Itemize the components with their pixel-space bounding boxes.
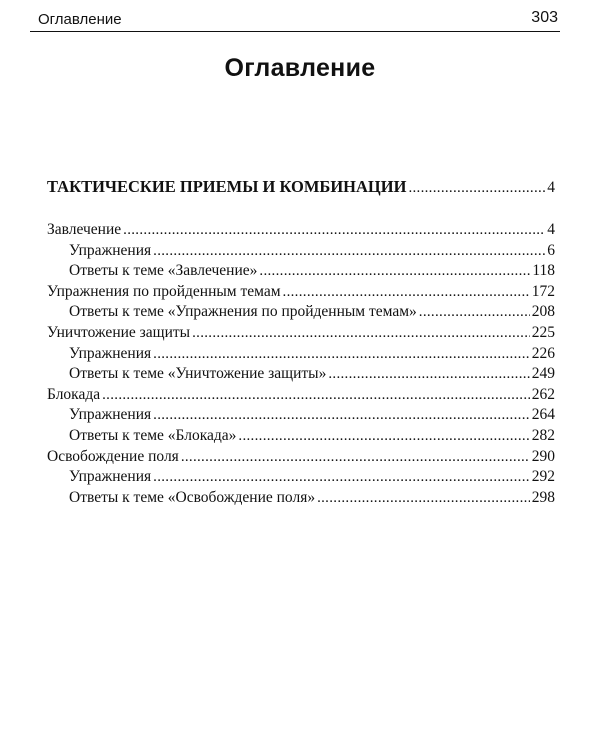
dot-leader (153, 241, 545, 262)
toc-entry-page: 4 (547, 221, 555, 238)
dot-leader (317, 488, 530, 509)
toc-subentry (47, 261, 555, 282)
toc-entry-page: 249 (531, 365, 555, 383)
toc-chapter (47, 323, 555, 344)
dot-leader (123, 220, 545, 241)
toc-subentry (47, 302, 555, 323)
dot-leader (238, 426, 529, 447)
dot-leader (283, 282, 530, 303)
toc-chapter (47, 282, 555, 303)
toc-chapter (47, 220, 555, 241)
dot-leader (153, 405, 530, 426)
toc-entry-label: Ответы к теме «Уничтожение защиты» (69, 365, 327, 383)
toc-entry-label: Освобождение поля (47, 447, 179, 465)
toc-entry-page: 118 (532, 262, 555, 280)
toc-entry-label: Ответы к теме «Упражнения по пройденным темам» (69, 303, 417, 321)
dot-leader (328, 364, 529, 385)
toc-subentry (47, 364, 555, 385)
toc-entry-page: 225 (531, 323, 555, 341)
toc-subentry (47, 488, 555, 509)
dot-leader (408, 176, 545, 200)
toc-subentry (47, 344, 555, 365)
toc-subentry (47, 426, 555, 447)
page-number: 303 (531, 9, 558, 26)
toc-entry-label: Ответы к теме «Освобождение поля» (69, 488, 316, 506)
toc-entry-page: 6 (547, 241, 555, 259)
dot-leader (419, 302, 530, 323)
running-header-section: Оглавление (38, 11, 122, 28)
toc-entry-page: 208 (531, 303, 555, 321)
dot-leader (102, 385, 530, 406)
toc-entry-label: Упражнения (69, 241, 152, 259)
toc-entry-page: 282 (531, 426, 555, 444)
toc-chapter (47, 385, 555, 406)
toc-entry-label: Блокада (47, 385, 101, 403)
toc-part-heading (47, 175, 555, 200)
toc-entry-label: ТАКТИЧЕСКИЕ ПРИЕМЫ И КОМБИНАЦИИ (47, 177, 407, 196)
dot-leader (259, 261, 530, 282)
toc-subentry (47, 241, 555, 262)
toc-subentry (47, 467, 555, 488)
toc-entry-page: 290 (531, 447, 555, 465)
table-of-contents (47, 175, 555, 508)
dot-leader (153, 467, 530, 488)
toc-entry-label: Упражнения (69, 468, 152, 486)
toc-entry-label: Завлечение (47, 221, 122, 238)
toc-subentry (47, 405, 555, 426)
toc-entry-page: 264 (531, 406, 555, 424)
dot-leader (153, 344, 530, 365)
dot-leader (192, 323, 530, 344)
toc-entry-label: Упражнения (69, 344, 152, 362)
running-header (30, 7, 560, 32)
toc-entry-label: Ответы к теме «Блокада» (69, 426, 237, 444)
toc-entry-label: Упражнения (69, 406, 152, 424)
dot-leader (181, 447, 530, 468)
toc-entry-label: Ответы к теме «Завлечение» (69, 262, 258, 280)
toc-entry-label: Уничтожение защиты (47, 323, 191, 341)
page-title: Оглавление (224, 54, 376, 82)
toc-entry-page: 298 (531, 488, 555, 506)
toc-chapter (47, 447, 555, 468)
toc-entry-page: 172 (531, 282, 555, 300)
toc-entry-page: 4 (547, 179, 555, 196)
toc-entry-label: Упражнения по пройденным темам (47, 282, 281, 300)
toc-entry-page: 292 (531, 468, 555, 486)
toc-entry-page: 226 (531, 344, 555, 362)
toc-entry-page: 262 (531, 385, 555, 403)
